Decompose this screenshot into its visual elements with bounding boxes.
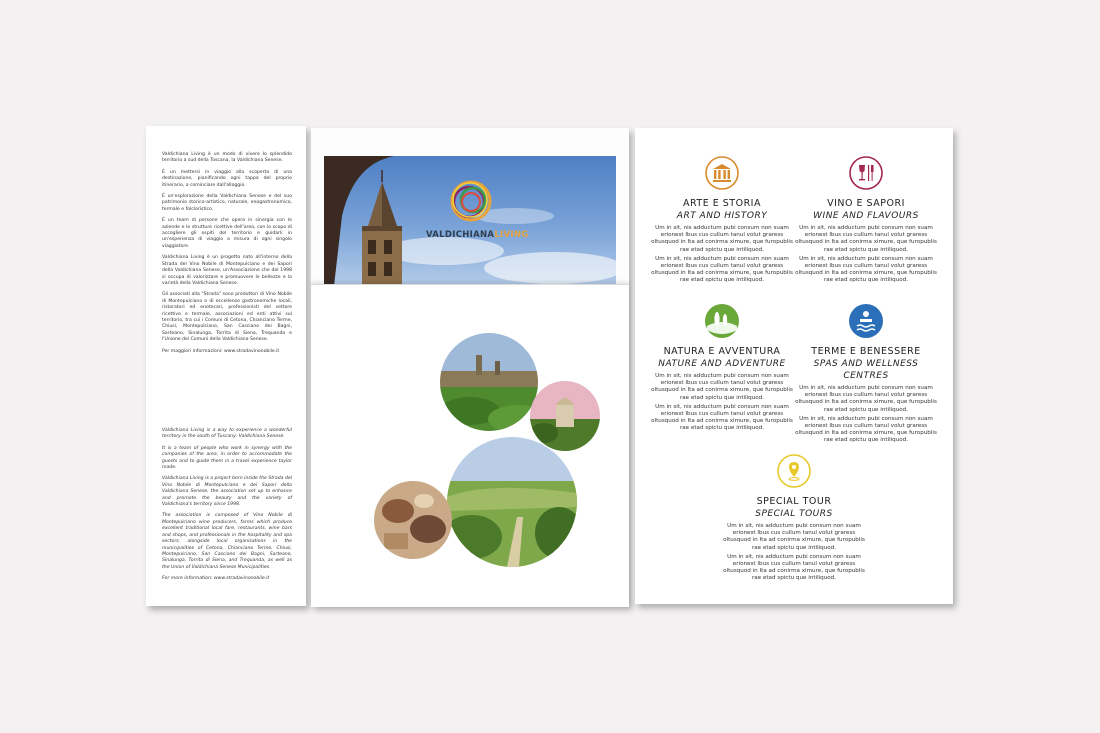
section-art-history (647, 156, 797, 285)
brochure-right-panel (635, 128, 953, 604)
photo-circle-fresco (374, 481, 452, 559)
paragraph: È un'esplorazione della Valdichiana Senese e del suo patrimonio storico-artistico, naturale, enogastronomico, termale e folcloristico. (162, 194, 292, 212)
section-title-it: TERME E BENESSERE (811, 346, 921, 357)
english-text-block (162, 428, 292, 588)
section-title-it: SPECIAL TOUR (756, 496, 832, 507)
section-title-en: SPECIAL TOURS (755, 509, 833, 519)
paragraph: È un mettersi in viaggio alla scoperta di una destinazione, pianificando ogni tappa del proprio itinerario, a cominciare dall'alloggio. (162, 169, 292, 188)
paragraph: The association is composed of Vino Nobile di Montepulciano wine producers, farms which produce excellent traditional local fare, restaurants, wine bars and shops, and professionals in the hospitality and spa sectors, alongside local organisations in the municipalities of Cetona, Chianciano Terme, Chiusi, Montepulciano, San Casciano dei Bagni, Sarteano, Sinalunga, Torrita di Siena, and Trequanda, as well as the Union of Valdichiana Senese Municipalities. (162, 513, 292, 570)
valdichiana-logo-icon (448, 178, 494, 224)
italian-text-block (162, 152, 292, 360)
section-body: Um in sit, nis adductum pubi consum non suam erionest Ibus cus cullum tanul volut graress oltusquod in Ita ad conirma ximure, que furopublis rae etad spictu que intiliquod. (723, 523, 865, 551)
wine-cutlery-icon (849, 156, 883, 190)
paragraph: Per maggiori informazioni: www.stradavinonobile.it (162, 348, 280, 354)
section-title-it: ARTE E STORIA (683, 198, 761, 209)
section-title-en: WINE AND FLAVOURS (813, 211, 919, 221)
brand-name-primary: VALDICHIANA (426, 230, 495, 240)
section-special-tours (719, 454, 869, 583)
section-title-it: VINO E SAPORI (827, 198, 905, 209)
inner-flap (311, 284, 629, 607)
paragraph: È un team di persone che opera in sinergia con le aziende e le strutture ricettive dell'area, con lo scopo di accogliere gli ospiti del territorio e guidarli in un'esperienza di viaggio a misura di ogni singolo viaggiatore. (162, 218, 292, 249)
photo-circle-church (530, 381, 600, 451)
section-wine-flavours (791, 156, 941, 285)
section-body: Um in sit, nis adductum pubi consum non suam erionest Ibus cus cullum tanul volut graress oltusquod in Ita ad conirma ximure, que furopublis rae etad spictu que intiliquod. (651, 373, 793, 401)
photo-circle-valley (447, 437, 577, 567)
section-body: Um in sit, nis adductum pubi consum non suam erionest Ibus cus cullum tanul volut graress oltusquod in Ita ad conirma ximure, que furopublis rae etad spictu que intiliquod. (651, 225, 793, 253)
section-title-en: NATURE AND ADVENTURE (658, 359, 786, 369)
section-nature-adventure (647, 304, 797, 433)
section-body: Um in sit, nis adductum pubi consum non suam erionest Ibus cus cullum tanul volut graress oltusquod in Ita ad conirma ximure, que furopublis rae etad spictu que intiliquod. (651, 255, 793, 284)
section-body: Um in sit, nis adductum pubi consum non suam erionest Ibus cus cullum tanul volut graress oltusquod in Ita ad conirma ximure, que furopublis rae etad spictu que intiliquod. (795, 415, 937, 444)
section-body: Um in sit, nis adductum pubi consum non suam erionest Ibus cus cullum tanul volut graress oltusquod in Ita ad conirma ximure, que furopublis rae etad spictu que intiliquod. (651, 403, 793, 432)
brand-wordmark (426, 230, 529, 240)
paragraph: Valdichiana Living is a project born inside the Strada del Vino Nobile di Montepulciano e dei Sapori della Valdichiana Senese, the association set up to enhance and promote the beauty and the variety of Valdichiana's territory since 1998. (162, 476, 292, 508)
section-title-en: ART AND HISTORY (676, 211, 768, 221)
section-body: Um in sit, nis adductum pubi consum non suam erionest Ibus cus cullum tanul volut graress oltusquod in Ita ad conirma ximure, que furopublis rae etad spictu que intiliquod. (795, 255, 937, 284)
temple-icon (705, 156, 739, 190)
section-body: Um in sit, nis adductum pubi consum non suam erionest Ibus cus cullum tanul volut graress oltusquod in Ita ad conirma ximure, que furopublis rae etad spictu que intiliquod. (795, 225, 937, 253)
brochure-left-panel (146, 126, 306, 606)
brochure-middle-panel (311, 128, 629, 606)
section-title-it: NATURA E AVVENTURA (663, 346, 781, 357)
paragraph: Valdichiana Living è un progetto nato all'interno della Strada del Vino Nobile di Montepulciano e dei Sapori della Valdichiana Senese, un'Associazione che dal 1998 si occupa di valorizzare e promuovere le bellezze e la varietà della Valdichiana Senese. (162, 255, 292, 286)
paragraph: Valdichiana Living è un modo di vivere lo splendido territorio a sud della Toscana, la Valdichiana Senese. (162, 152, 292, 164)
photo-circle-hilltown (440, 333, 538, 431)
paragraph: It is a team of people who work in synergy with the companies of the area, in order to accommodate the guests and to guide them in a travel experience taylor made. (162, 445, 292, 471)
cover-photo (324, 156, 616, 286)
cypress-hills-icon (705, 304, 739, 338)
map-pin-icon (777, 454, 811, 488)
swimmer-icon (849, 304, 883, 338)
section-title-en: SPAS AND WELLNESS CENTRES (813, 359, 919, 381)
section-spa-wellness (791, 304, 941, 445)
section-body: Um in sit, nis adductum pubi consum non suam erionest Ibus cus cullum tanul volut graress oltusquod in Ita ad conirma ximure, que furopublis rae etad spictu que intiliquod. (723, 553, 865, 582)
paragraph: Valdichiana Living is a way to experience a wonderful territory in the south of Tuscany: Valdichiana Senese. (162, 428, 292, 440)
paragraph: For more information: www.stradavinonobile.it (162, 576, 270, 582)
brand-name-accent: LIVING (494, 230, 529, 240)
section-body: Um in sit, nis adductum pubi consum non suam erionest Ibus cus cullum tanul volut graress oltusquod in Ita ad conirma ximure, que furopublis rae etad spictu que intiliquod. (795, 385, 937, 413)
paragraph: Gli associati alla "Strada" sono produttori di Vino Nobile di Montepulciano e di eccellenze gastronomiche locali, ristoratori ed enotecari, professionisti del settore ricettivo e termale, associazioni ed enti attivi sul territorio, tra cui i Comuni di Cetona, Chianciano Terme, Chiusi, Montepulciano, San Casciano dei Bagni, Sarteano, Sinalunga, Torrita di Siena, Trequanda e l'Unione dei Comuni della Valdichiana Senese. (162, 292, 292, 343)
